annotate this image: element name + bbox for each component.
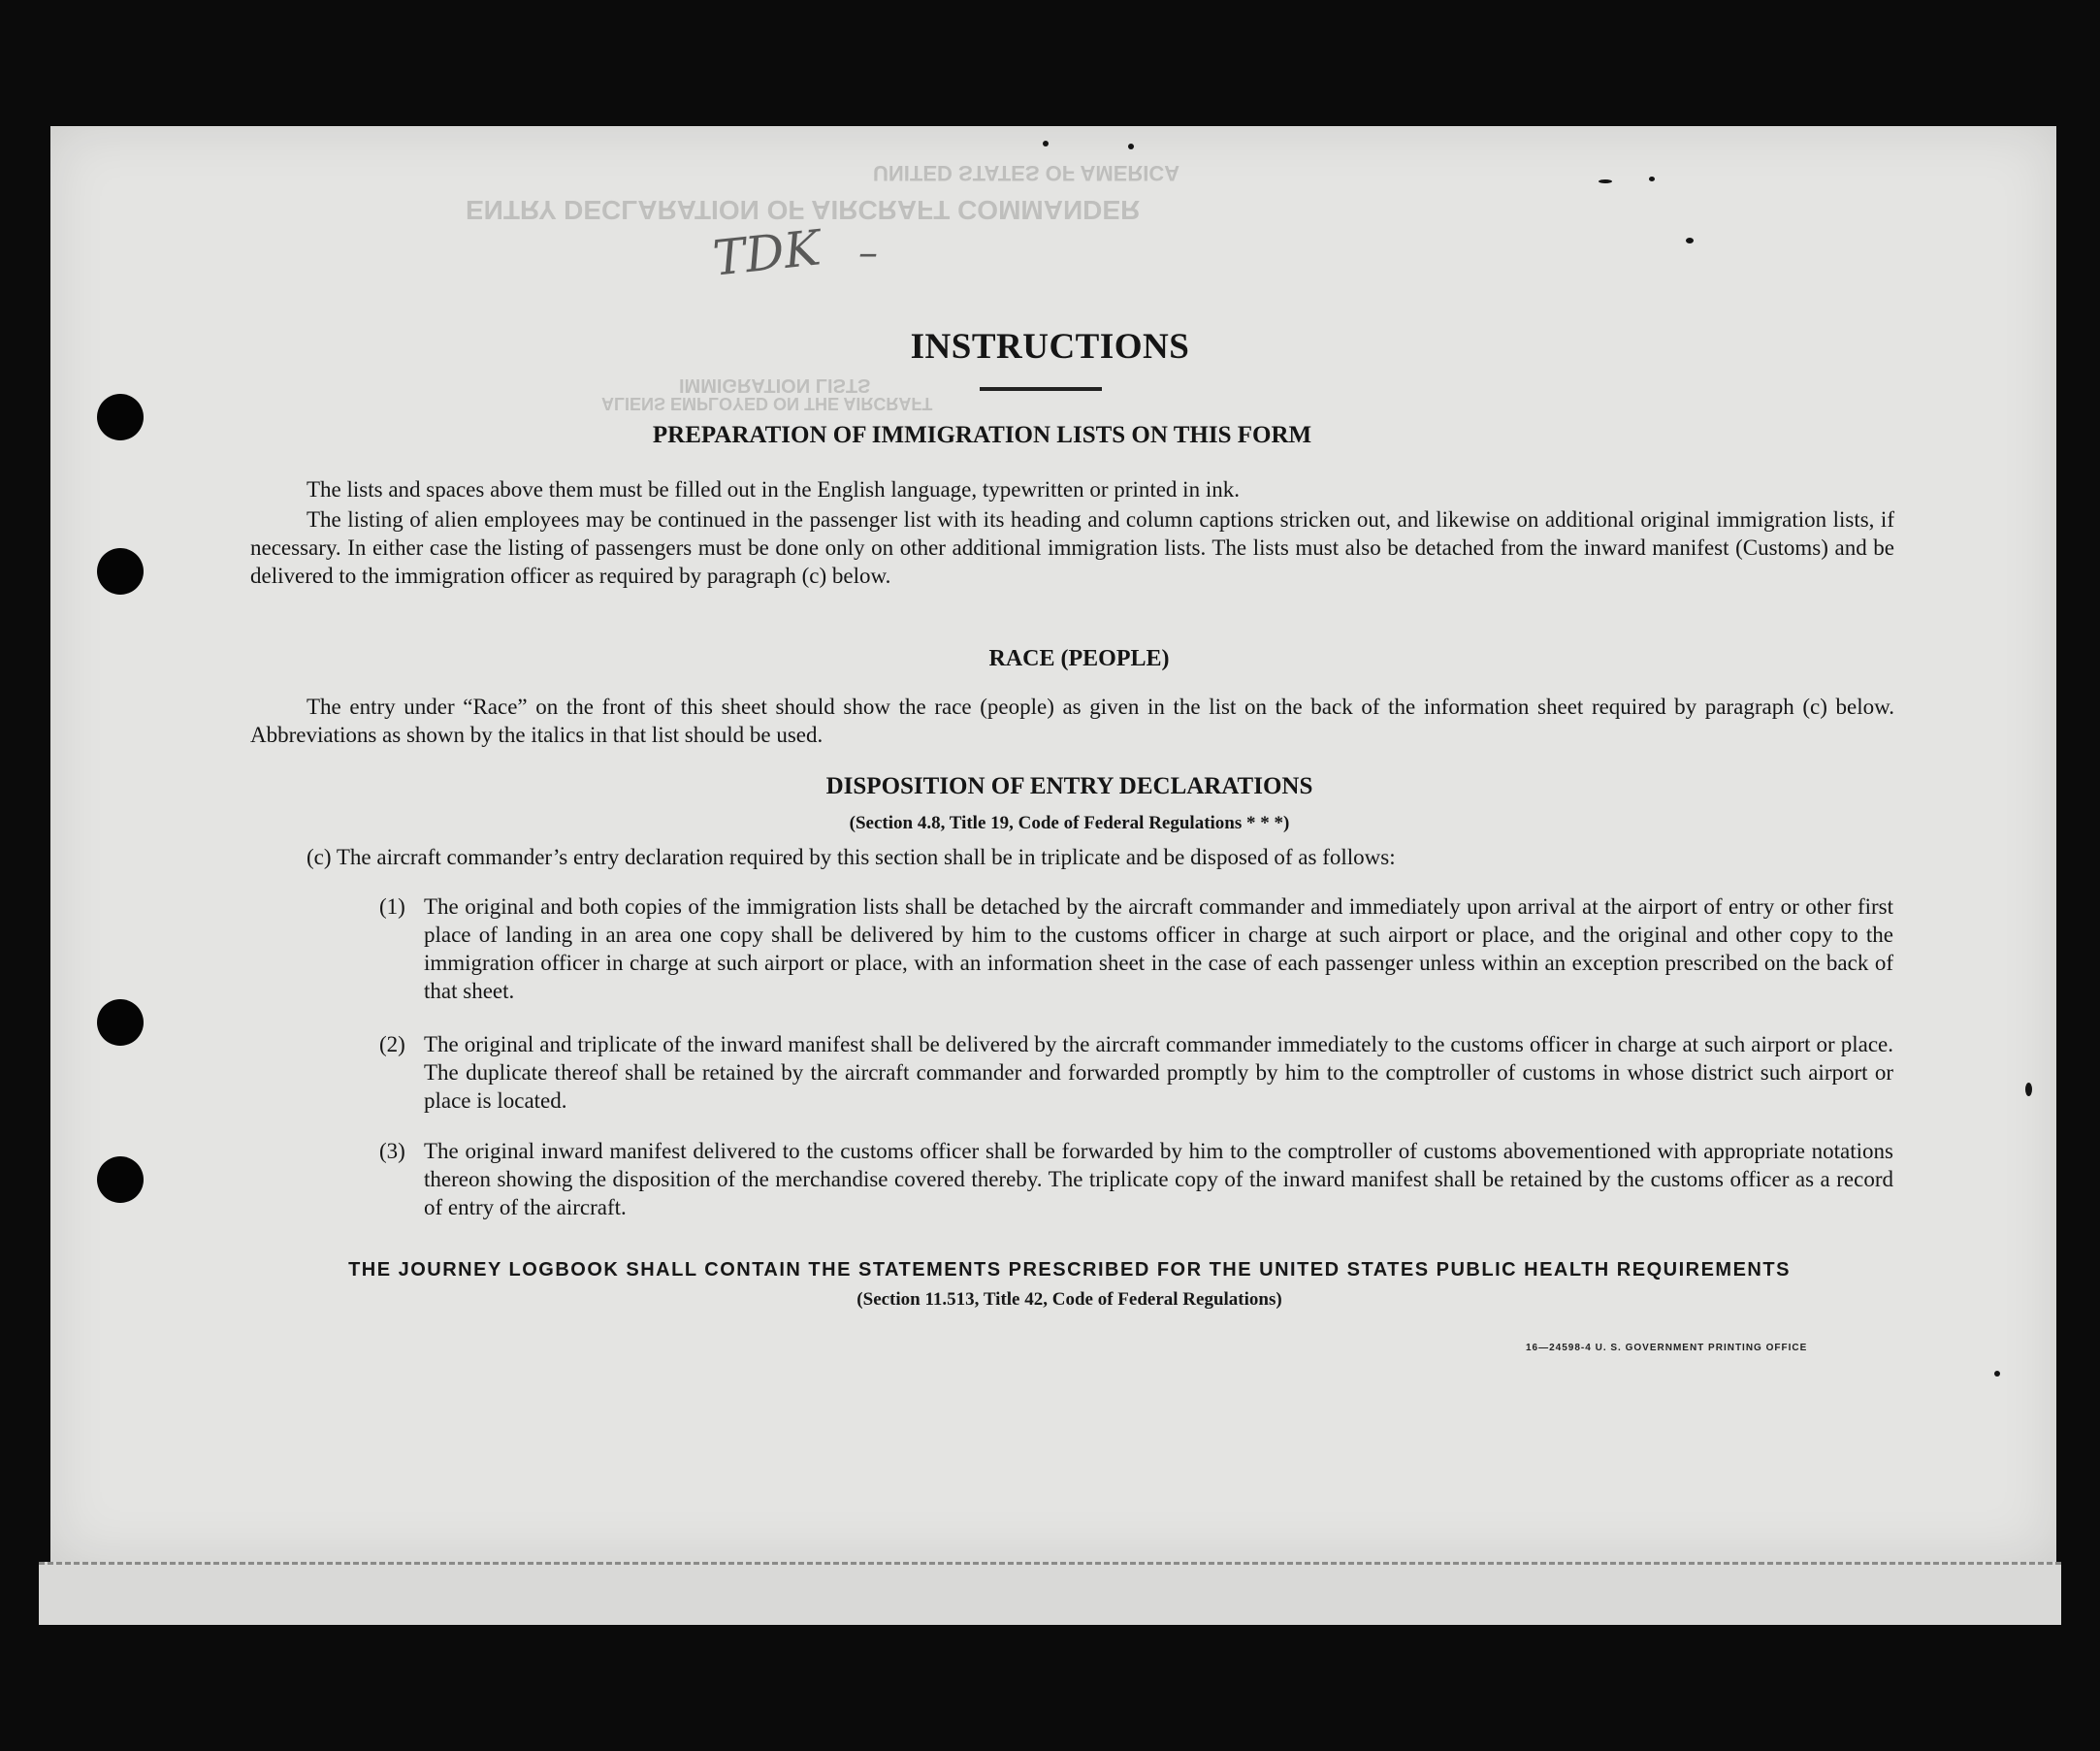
speck: [1043, 141, 1049, 146]
footer-health-requirements: THE JOURNEY LOGBOOK SHALL CONTAIN THE STATEMENTS PRESCRIBED FOR THE UNITED STATES PUBLIC HEALTH REQUIREMENTS: [348, 1259, 1791, 1281]
item-number: (1): [379, 894, 405, 919]
speck: [1994, 1371, 2000, 1377]
speck: [1649, 177, 1655, 181]
bleed-through-lists: IMMIGRATION LISTS: [679, 374, 871, 396]
disposition-item-3: [379, 1137, 1893, 1221]
handwritten-dash: –: [858, 231, 878, 276]
punch-hole-2: [97, 548, 144, 595]
punch-hole-3: [97, 999, 144, 1046]
disposition-item-1: [379, 892, 1893, 1005]
page-bottom-strip: [39, 1562, 2061, 1625]
disposition-paragraph-c: (c) The aircraft commander’s entry declaration required by this section shall be in triplicate and be disposed of as follows:: [307, 845, 1396, 869]
bleed-through-heading: UNITED STATES OF AMERICA: [873, 161, 1180, 185]
disposition-citation: (Section 4.8, Title 19, Code of Federal Regulations * * *): [849, 813, 1290, 833]
item-text: The original and triplicate of the inward manifest shall be delivered by the aircraft commander immediately to the customs officer in charge at such airport or place. The duplicate thereof shall be retained by the aircraft commander and forwarded promptly by him to the comptroller of customs in whose district such airport or place is located.: [424, 1032, 1893, 1113]
race-paragraph: The entry under “Race” on the front of this sheet should show the race (people) as given in the list on the back of the information sheet required by paragraph (c) below. Abbreviations as shown by the italics in that list should be used.: [250, 695, 1894, 747]
bleed-through-title: ENTRY DECLARATION OF AIRCRAFT COMMANDER: [466, 195, 1141, 225]
speck: [1599, 179, 1612, 183]
preparation-paragraph-2: The listing of alien employees may be continued in the passenger list with its heading and column captions stricken out, and likewise on additional original immigration lists, if necessary. In either case the listing of passengers must be done only on other additional immigration lists. The lists must also be detached from the inward manifest (Customs) and be delivered to the immigration officer as required by paragraph (c) below.: [250, 507, 1894, 588]
footer-citation: (Section 11.513, Title 42, Code of Federal Regulations): [856, 1289, 1282, 1310]
speck: [2025, 1083, 2032, 1096]
printer-mark: 16—24598-4 U. S. GOVERNMENT PRINTING OFFICE: [1526, 1343, 1808, 1353]
speck: [1686, 238, 1694, 243]
preparation-paragraph-1: The lists and spaces above them must be filled out in the English language, typewritten or printed in ink.: [307, 477, 1240, 502]
speck: [1128, 144, 1134, 149]
punch-hole-4: [97, 1156, 144, 1203]
race-heading: RACE (PEOPLE): [988, 646, 1170, 671]
title-underline: [980, 387, 1102, 391]
handwritten-initials: TDK: [710, 219, 824, 287]
item-text: The original and both copies of the immigration lists shall be detached by the aircraft commander and immediately upon arrival at the airport of entry or other first place of landing in an area one copy shall be delivered by him to the customs officer in charge at such airport or place, and the original and other copy to the immigration officer in charge at such airport or place, with an information sheet in the case of each passenger unless within an exception prescribed on the back of that sheet.: [424, 894, 1893, 1003]
disposition-item-2: [379, 1030, 1893, 1115]
item-number: (3): [379, 1139, 405, 1163]
bleed-through-aliens: ALIENS EMPLOYED ON THE AIRCRAFT: [601, 394, 933, 413]
preparation-heading: PREPARATION OF IMMIGRATION LISTS ON THIS FORM: [652, 422, 1312, 448]
item-text: The original inward manifest delivered to the customs officer shall be forwarded by him to the comptroller of customs abovementioned with appropriate notations thereon showing the disposition of the merchandise covered thereby. The triplicate copy of the inward manifest shall be retained by the customs officer as a record of entry of the aircraft.: [424, 1139, 1893, 1219]
page-title: INSTRUCTIONS: [910, 327, 1190, 367]
item-number: (2): [379, 1032, 405, 1056]
disposition-heading: DISPOSITION OF ENTRY DECLARATIONS: [825, 773, 1313, 799]
